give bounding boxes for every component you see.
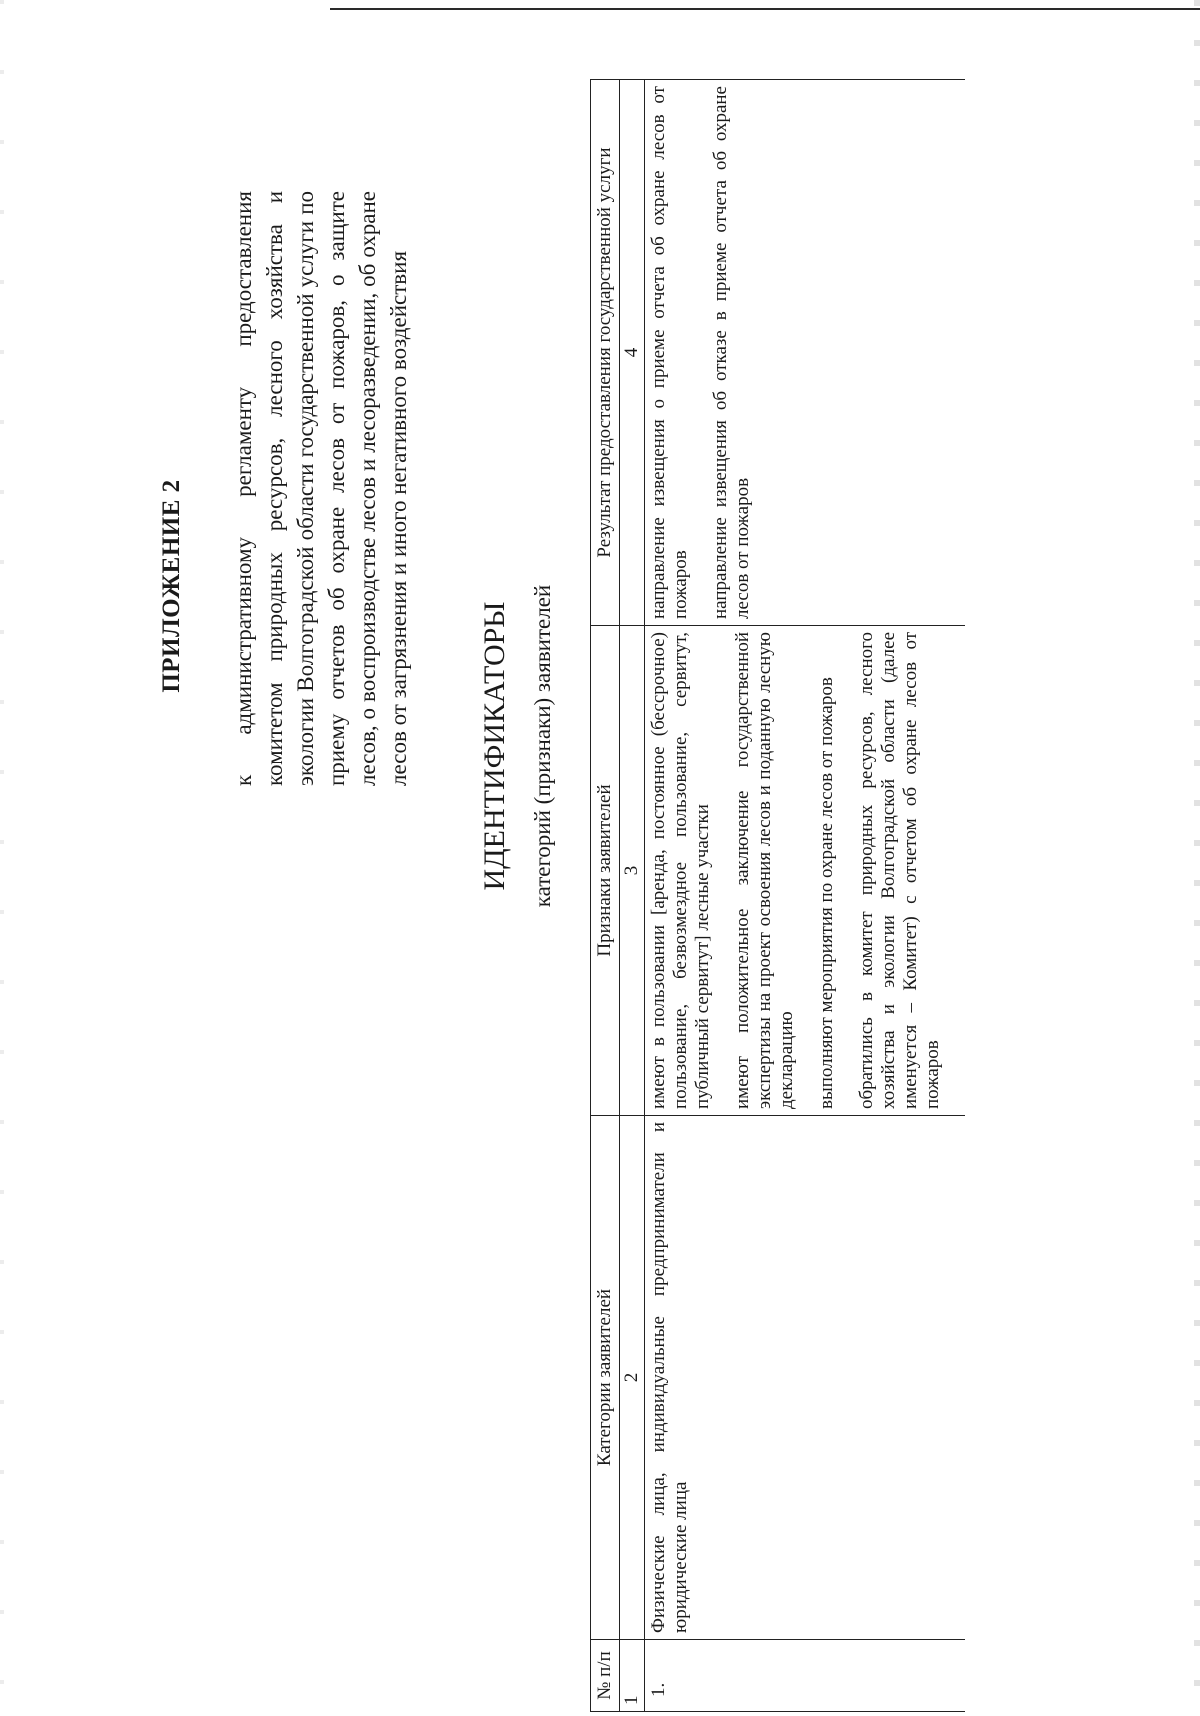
document-title: ИДЕНТИФИКАТОРЫ	[478, 601, 511, 891]
column-number-2: 2	[620, 1116, 645, 1640]
row-results-cell	[645, 80, 966, 626]
criterion-item: имеют положительное заключение государственной экспертизы на проект освоения лесов и поданную лесную декларацию	[732, 632, 797, 1109]
criterion-item: выполняют мероприятия по охране лесов от пожаров	[816, 677, 837, 1109]
row-number: 1.	[645, 1640, 966, 1712]
header-category: Категории заявителей	[591, 1116, 620, 1640]
appendix-regulation-text: к административному регламенту предоставления комитетом природных ресурсов, лесного хозяйства и экологии Волгоградской области государственной услуги по приему отчетов об охране лесов от пожаров, о защите лесов, о воспроизводстве лесов и лесоразведении, об охране лесов от загрязнения и иного негативного воздействия	[231, 191, 411, 786]
header-criteria: Признаки заявителей	[591, 626, 620, 1116]
column-number-4: 4	[620, 80, 645, 626]
identifiers-table	[590, 79, 965, 1712]
result-item: направление извещения об отказе в приеме отчета об охране лесов от пожаров	[710, 86, 753, 619]
appendix-title: ПРИЛОЖЕНИЕ 2	[158, 479, 185, 693]
result-item: направление извещения о приеме отчета об охране лесов от пожаров	[648, 86, 691, 619]
header-number: № п/п	[591, 1640, 620, 1712]
column-number-3: 3	[620, 626, 645, 1116]
criterion-item: имеют в пользовании [аренда, постоянное (бессрочное) пользование, безвозмездное пользование, сервитут, публичный сервитут] лесные участки	[648, 632, 713, 1109]
table-column-number-row	[620, 80, 645, 1712]
table-header-row	[591, 80, 620, 1712]
table-row	[645, 80, 966, 1712]
row-criteria-cell	[645, 626, 966, 1116]
row-category-cell	[645, 1116, 966, 1640]
document-subtitle: категорий (признаки) заявителей	[530, 584, 555, 908]
header-result: Результат предоставления государственной услуги	[591, 80, 620, 626]
row-category: Физические лица, индивидуальные предприниматели и юридические лица	[648, 1122, 691, 1633]
column-number-1: 1	[620, 1640, 645, 1712]
criterion-item: обратились в комитет природных ресурсов, лесного хозяйства и экологии Волгоградской области (далее именуется – Комитет) с отчетом об охране лесов от пожаров	[856, 632, 943, 1109]
